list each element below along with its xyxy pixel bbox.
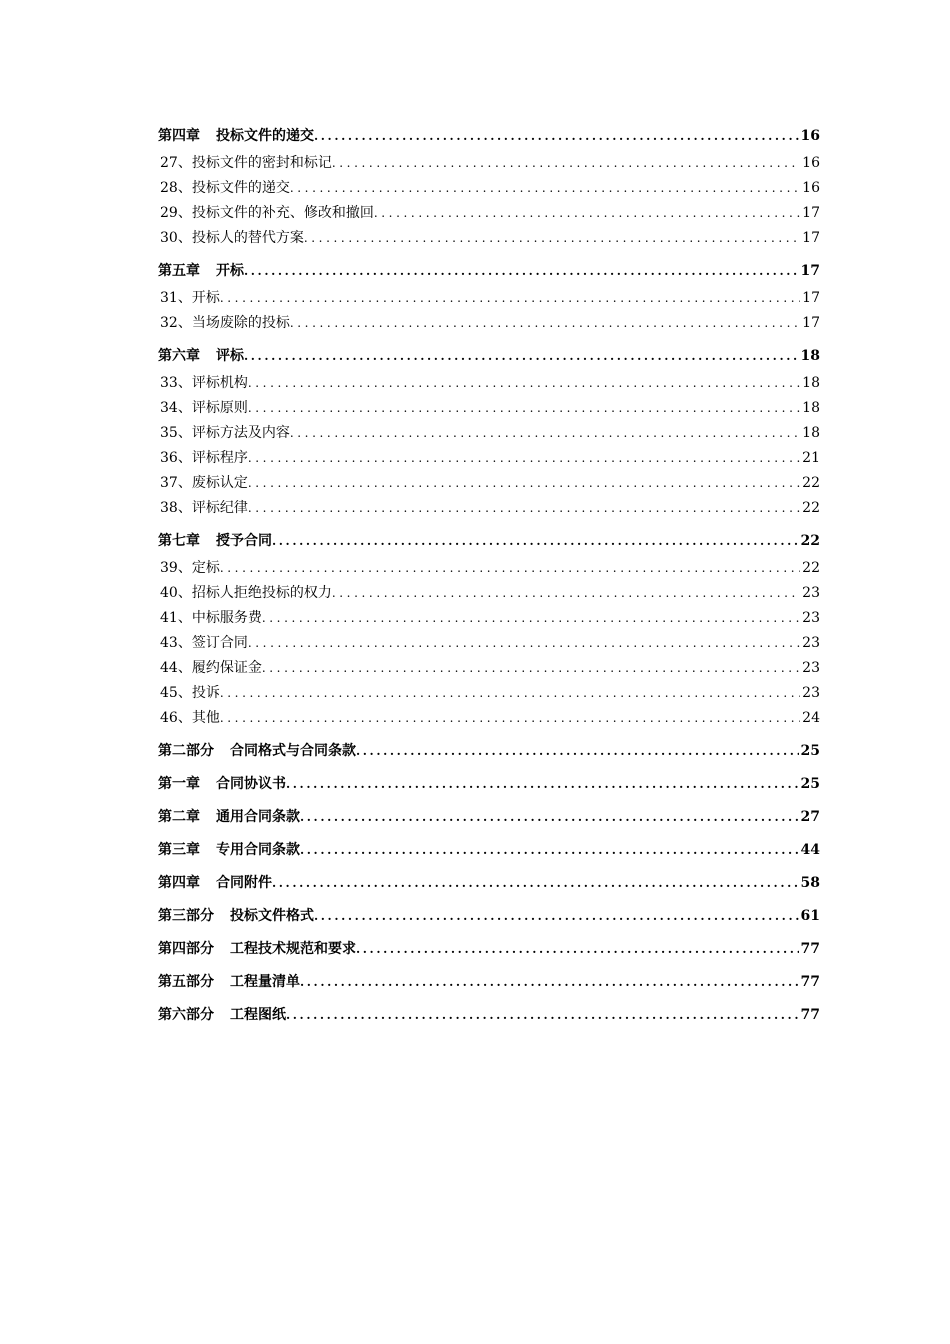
toc-dot-leader	[300, 805, 799, 830]
toc-entry-label	[158, 739, 356, 764]
toc-subentry[interactable]	[158, 311, 820, 336]
toc-dot-leader	[248, 371, 800, 396]
toc-subentry[interactable]	[158, 496, 820, 521]
toc-entry-title: 投标文件的递交	[216, 128, 314, 144]
toc-entry-title: 工程技术规范和要求	[230, 941, 356, 957]
toc-entry-prefix: 第二部分	[158, 743, 214, 759]
toc-entry-title: 投标文件格式	[230, 908, 314, 924]
toc-page-number: 16	[800, 128, 820, 144]
toc-dot-leader	[300, 838, 799, 863]
toc-dot-leader	[304, 226, 800, 251]
toc-page-number: 22	[802, 500, 820, 516]
toc-heading-entry[interactable]	[158, 805, 820, 830]
toc-page-number: 61	[800, 908, 820, 924]
toc-dot-leader	[286, 772, 799, 797]
toc-dot-leader	[356, 937, 799, 962]
toc-page-number: 27	[800, 809, 820, 825]
toc-page-number: 18	[800, 348, 820, 364]
toc-entry-prefix: 第七章	[158, 533, 200, 549]
toc-page-number: 16	[802, 155, 820, 171]
toc-entry-title: 工程量清单	[230, 974, 300, 990]
toc-entry-prefix: 第三章	[158, 842, 200, 858]
toc-entry-label	[158, 529, 272, 554]
toc-subentry[interactable]	[158, 226, 820, 251]
toc-entry-label: 29、投标文件的补充、修改和撤回	[160, 205, 374, 221]
toc-page-number: 18	[802, 400, 820, 416]
toc-page-number: 23	[802, 635, 820, 651]
toc-dot-leader	[286, 1003, 799, 1028]
toc-page-number: 58	[800, 875, 820, 891]
toc-page-number: 17	[800, 263, 820, 279]
toc-subentry[interactable]	[158, 371, 820, 396]
toc-entry-label: 46、其他	[160, 710, 220, 726]
toc-subentry[interactable]	[158, 201, 820, 226]
toc-subentry[interactable]	[158, 396, 820, 421]
toc-dot-leader	[248, 631, 800, 656]
toc-dot-leader	[248, 496, 800, 521]
toc-entry-label	[158, 904, 314, 929]
toc-entry-label	[158, 871, 272, 896]
toc-dot-leader	[314, 124, 799, 149]
toc-page-number: 17	[802, 230, 820, 246]
toc-page-number: 23	[802, 660, 820, 676]
toc-entry-label: 27、投标文件的密封和标记	[160, 155, 332, 171]
toc-dot-leader	[272, 871, 799, 896]
toc-dot-leader	[314, 904, 799, 929]
toc-heading-entry[interactable]	[158, 904, 820, 929]
toc-heading-entry[interactable]	[158, 937, 820, 962]
toc-entry-label: 40、招标人拒绝投标的权力	[160, 585, 332, 601]
toc-page-number: 77	[800, 1007, 820, 1023]
toc-entry-label: 38、评标纪律	[160, 500, 248, 516]
toc-entry-prefix: 第四部分	[158, 941, 214, 957]
toc-entry-label: 36、评标程序	[160, 450, 248, 466]
toc-subentry[interactable]	[158, 286, 820, 311]
toc-heading-entry[interactable]	[158, 838, 820, 863]
toc-page-number: 23	[802, 685, 820, 701]
toc-entry-prefix: 第六部分	[158, 1007, 214, 1023]
toc-heading-entry[interactable]	[158, 259, 820, 284]
toc-dot-leader	[244, 344, 799, 369]
toc-dot-leader	[248, 471, 800, 496]
toc-dot-leader	[300, 970, 799, 995]
toc-heading-entry[interactable]	[158, 529, 820, 554]
toc-dot-leader	[290, 311, 800, 336]
toc-entry-label	[158, 937, 356, 962]
toc-entry-label: 45、投诉	[160, 685, 220, 701]
toc-entry-title: 合同附件	[216, 875, 272, 891]
toc-entry-label	[158, 344, 244, 369]
toc-entry-prefix: 第三部分	[158, 908, 214, 924]
toc-page-number: 21	[802, 450, 820, 466]
toc-entry-label	[158, 805, 300, 830]
toc-subentry[interactable]	[158, 581, 820, 606]
toc-entry-prefix: 第一章	[158, 776, 200, 792]
toc-subentry[interactable]	[158, 151, 820, 176]
toc-page-number: 22	[800, 533, 820, 549]
toc-heading-entry[interactable]	[158, 344, 820, 369]
toc-entry-title: 专用合同条款	[216, 842, 300, 858]
toc-dot-leader	[262, 656, 800, 681]
toc-page-number: 44	[800, 842, 820, 858]
toc-heading-entry[interactable]	[158, 871, 820, 896]
toc-subentry[interactable]	[158, 681, 820, 706]
toc-dot-leader	[332, 581, 800, 606]
toc-entry-title: 授予合同	[216, 533, 272, 549]
toc-dot-leader	[332, 151, 800, 176]
toc-dot-leader	[248, 396, 800, 421]
toc-page-number: 17	[802, 205, 820, 221]
toc-heading-entry[interactable]	[158, 124, 820, 149]
toc-page-number: 23	[802, 610, 820, 626]
toc-page-number: 18	[802, 425, 820, 441]
table-of-contents	[158, 124, 820, 1030]
toc-dot-leader	[272, 529, 799, 554]
toc-heading-entry[interactable]	[158, 1003, 820, 1028]
toc-subentry[interactable]	[158, 446, 820, 471]
toc-subentry[interactable]	[158, 421, 820, 446]
toc-entry-prefix: 第五章	[158, 263, 200, 279]
toc-dot-leader	[356, 739, 799, 764]
toc-entry-title: 工程图纸	[230, 1007, 286, 1023]
toc-entry-label: 44、履约保证金	[160, 660, 262, 676]
toc-heading-entry[interactable]	[158, 970, 820, 995]
toc-dot-leader	[290, 176, 800, 201]
toc-page-number: 25	[800, 743, 820, 759]
toc-subentry[interactable]	[158, 631, 820, 656]
toc-dot-leader	[290, 421, 800, 446]
toc-dot-leader	[262, 606, 800, 631]
toc-entry-title: 合同格式与合同条款	[230, 743, 356, 759]
toc-entry-label: 35、评标方法及内容	[160, 425, 290, 441]
toc-page-number: 77	[800, 974, 820, 990]
toc-page-number: 17	[802, 315, 820, 331]
toc-entry-label	[158, 124, 314, 149]
toc-entry-label: 41、中标服务费	[160, 610, 262, 626]
toc-dot-leader	[220, 556, 800, 581]
toc-subentry[interactable]	[158, 606, 820, 631]
toc-page-number: 16	[802, 180, 820, 196]
toc-dot-leader	[220, 706, 800, 731]
toc-subentry[interactable]	[158, 556, 820, 581]
toc-entry-title: 通用合同条款	[216, 809, 300, 825]
toc-entry-label: 30、投标人的替代方案	[160, 230, 304, 246]
toc-subentry[interactable]	[158, 471, 820, 496]
toc-entry-label: 34、评标原则	[160, 400, 248, 416]
toc-entry-label: 28、投标文件的递交	[160, 180, 290, 196]
toc-subentry[interactable]	[158, 656, 820, 681]
toc-entry-label: 43、签订合同	[160, 635, 248, 651]
toc-dot-leader	[374, 201, 800, 226]
toc-entry-label	[158, 1003, 286, 1028]
toc-heading-entry[interactable]	[158, 772, 820, 797]
toc-page-number: 18	[802, 375, 820, 391]
toc-page-number: 22	[802, 475, 820, 491]
toc-dot-leader	[248, 446, 800, 471]
toc-entry-title: 合同协议书	[216, 776, 286, 792]
toc-dot-leader	[244, 259, 799, 284]
toc-dot-leader	[220, 681, 800, 706]
toc-entry-label	[158, 838, 300, 863]
toc-entry-label: 33、评标机构	[160, 375, 248, 391]
toc-entry-prefix: 第六章	[158, 348, 200, 364]
toc-entry-label: 37、废标认定	[160, 475, 248, 491]
toc-entry-label: 32、当场废除的投标	[160, 315, 290, 331]
toc-page-number: 17	[802, 290, 820, 306]
toc-page-number: 23	[802, 585, 820, 601]
toc-heading-entry[interactable]	[158, 739, 820, 764]
toc-entry-label	[158, 970, 300, 995]
toc-entry-label	[158, 259, 244, 284]
toc-entry-prefix: 第四章	[158, 875, 200, 891]
toc-entry-label: 39、定标	[160, 560, 220, 576]
toc-page-number: 22	[802, 560, 820, 576]
toc-entry-title: 开标	[216, 263, 244, 279]
toc-entry-title: 评标	[216, 348, 244, 364]
toc-entry-prefix: 第四章	[158, 128, 200, 144]
toc-entry-prefix: 第二章	[158, 809, 200, 825]
toc-dot-leader	[220, 286, 800, 311]
toc-entry-label	[158, 772, 286, 797]
toc-page-number: 24	[802, 710, 820, 726]
toc-entry-prefix: 第五部分	[158, 974, 214, 990]
toc-entry-label: 31、开标	[160, 290, 220, 306]
toc-subentry[interactable]	[158, 176, 820, 201]
toc-subentry[interactable]	[158, 706, 820, 731]
toc-page-number: 25	[800, 776, 820, 792]
toc-page-number: 77	[800, 941, 820, 957]
